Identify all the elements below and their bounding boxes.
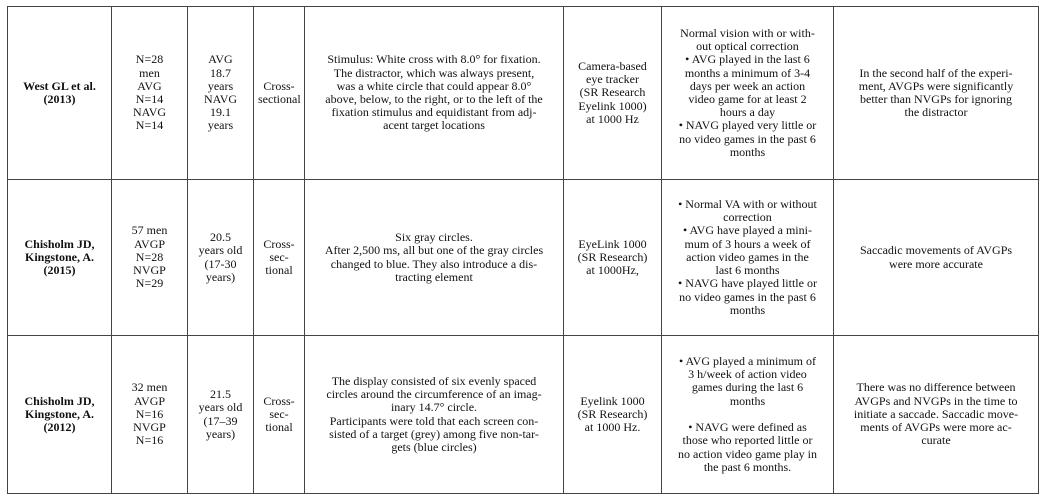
age-line: years) [205,269,236,284]
task-line: Participants were told that each screen con- [329,413,539,428]
device-line: at 1000 Hz. [584,420,641,435]
design-cell [254,180,305,336]
device-line: at 1000Hz, [586,263,639,278]
results-line: curate [921,433,951,448]
criteria-line: hours a day [719,105,776,120]
design-line: Cross- [263,393,295,408]
device-cell [564,336,662,494]
participants-line: AVG [137,78,162,93]
design-cell [254,336,305,494]
participants-line: 32 men [131,380,168,395]
age-line: years old [198,400,243,415]
criteria-line: correction [723,210,772,225]
participants-cell [112,180,188,336]
participants-line: NVGP [133,263,166,278]
criteria-line: • NAVG were defined as [688,420,807,435]
device-line: Eyelink 1000) [578,98,647,113]
criteria-line: no video games in the past 6 [679,289,816,304]
participants-line: N=14 [135,92,164,106]
criteria-line: 3 h/week of action video [688,367,807,382]
table-row [8,180,1039,336]
results-cell [834,180,1039,336]
age-line: years [207,78,234,93]
age-line: 21.5 [210,387,231,402]
criteria-line: months [729,393,766,408]
criteria-line: • AVG played a minimum of [679,354,816,369]
table-row [8,336,1039,494]
task-cell [305,336,564,494]
task-line: above, below, to the right, or to the left of the [325,92,543,106]
task-line: tracting element [395,269,473,284]
criteria-line: days per week an action [689,78,806,93]
study-cell [8,180,112,336]
task-cell [305,7,564,180]
results-cell [834,7,1039,180]
study-cell [8,7,112,180]
design-line: Cross- [263,236,295,251]
age-line: 19.1 [210,105,231,120]
results-line: In the second half of the experi- [859,65,1013,80]
device-cell [564,180,662,336]
task-line: Six gray circles. [395,230,473,245]
results-line: Saccadic movements of AVGPs [859,243,1013,258]
task-line: was a white circle that could appear 8.0° [336,78,532,93]
criteria-cell [662,180,834,336]
participants-line: NAVG [132,105,167,120]
age-line: 18.7 [210,65,231,80]
device-line: eye tracker [586,72,639,87]
device-line: at 1000 Hz [586,111,639,126]
results-line: ment, AVGPs were significantly [858,78,1014,93]
criteria-line: the past 6 months. [703,459,792,474]
criteria-line: no action video game play in [678,446,817,461]
participants-line: N=29 [135,276,164,291]
criteria-line: out optical correction [696,39,799,54]
criteria-line: games during the last 6 [691,380,804,395]
design-line: Cross- [263,78,295,93]
criteria-line: months [729,302,766,317]
criteria-line: those who reported little or [682,433,813,448]
device-line: EyeLink 1000 [578,236,647,251]
study-line: (2015) [43,263,76,278]
participants-line: N=28 [135,249,164,264]
criteria-line: months a minimum of 3-4 [684,65,811,80]
age-line: 20.5 [210,230,231,245]
table-row [8,7,1039,180]
design-line: tional [265,263,293,278]
study-line: (2013) [43,92,76,106]
results-cell [834,336,1039,494]
criteria-line: no video games in the past 6 [679,131,816,146]
criteria-line: months [729,144,766,159]
study-line: West GL et al. [23,78,96,93]
participants-line: N=16 [135,433,164,448]
task-line: inary 14.7° circle. [390,400,478,415]
age-line: NAVG [203,92,238,106]
participants-line: N=16 [135,406,164,421]
results-line: better than NVGPs for ignoring [860,92,1012,106]
task-cell [305,180,564,336]
criteria-line: • Normal VA with or without [678,197,817,212]
results-line: were more accurate [889,256,983,271]
task-line: After 2,500 ms, all but one of the gray circles [324,243,544,258]
device-line: (SR Research) [577,406,648,421]
age-cell [188,336,254,494]
study-line: Kingstone, A. [24,406,94,421]
results-line: initiate a saccade. Saccadic move- [853,406,1019,421]
results-line: ments of AVGPs were more ac- [860,420,1012,435]
study-cell [8,336,112,494]
age-line: AVG [208,52,233,67]
participants-line: N=14 [135,118,164,133]
age-line: years) [205,426,236,441]
criteria-line: action video games in the [686,249,809,264]
criteria-line: • NAVG have played little or [678,276,817,291]
task-line: fixation stimulus and equidistant from adj- [331,105,537,120]
task-line: acent target locations [383,118,485,133]
results-line: There was no difference between [856,380,1016,395]
participants-line: NVGP [133,420,166,435]
participants-cell [112,7,188,180]
study-line: Chisholm JD, [24,393,95,408]
device-line: Eyelink 1000 [580,393,645,408]
task-line: sisted of a target (grey) among five non-tar- [329,426,539,441]
criteria-line: • AVG have played a mini- [683,223,812,238]
participants-line: AVGP [133,236,166,251]
age-cell [188,7,254,180]
participants-line: 57 men [131,223,168,238]
device-line: (SR Research [579,85,646,100]
results-line: the distractor [904,105,968,120]
age-line: years [207,118,234,133]
criteria-line: mum of 3 hours a week of [684,236,811,251]
studies-table [7,6,1039,494]
participants-line: N=28 [135,52,164,67]
design-line: sectional [258,92,301,106]
design-line: sec- [269,406,289,421]
criteria-line: video game for at least 2 [688,92,807,106]
criteria-cell [662,7,834,180]
design-cell [254,7,305,180]
study-line: Kingstone, A. [24,249,94,264]
results-line: AVGPs and NVGPs in the time to [854,393,1018,408]
participants-line: AVGP [133,393,166,408]
task-line: gets (blue circles) [391,439,477,454]
study-line: (2012) [43,420,76,435]
design-line: sec- [269,249,289,264]
criteria-line: • AVG played in the last 6 [685,52,810,67]
participants-line: men [139,65,160,80]
device-cell [564,7,662,180]
task-line: The display consisted of six evenly spaced [331,373,537,388]
task-line: The distractor, which was always present, [333,65,535,80]
device-line: Camera-based [578,58,647,73]
criteria-line: • NAVG played very little or [678,118,817,133]
participants-cell [112,336,188,494]
criteria-line: last 6 months [715,263,780,278]
task-line: circles around the circumference of an imag- [326,387,542,402]
age-cell [188,180,254,336]
age-line: years old [198,243,243,258]
task-line: Stimulus: White cross with 8.0° for fixation. [327,52,541,67]
criteria-cell [662,336,834,494]
criteria-line: Normal vision with or with- [680,25,815,40]
task-line: changed to blue. They also introduce a dis- [330,256,538,271]
study-line: Chisholm JD, [24,236,95,251]
table-body [8,7,1039,494]
age-line: (17–39 [203,413,238,428]
age-line: (17-30 [204,256,237,271]
design-line: tional [265,420,293,435]
device-line: (SR Research) [577,249,648,264]
